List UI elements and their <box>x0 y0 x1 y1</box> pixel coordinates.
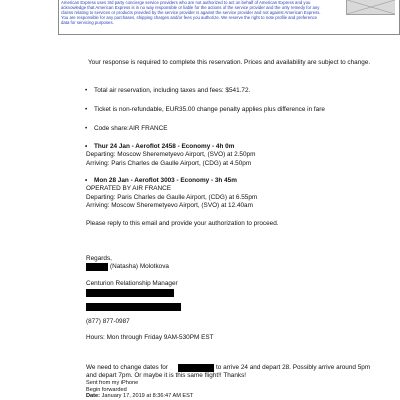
flight1-depart: Departing: Moscow Sheremetyevo Airport, (SVO) at 2.50pm <box>86 151 256 158</box>
flight2-header: • Mon 28 Jan - Aeroflot 3003 - Economy - 3h 45m <box>94 177 237 185</box>
intro-text: Your response is required to complete this reservation. Prices and availability are subject to change. <box>88 59 371 66</box>
bullet-ticket: • Ticket is non-refundable, EUR35.00 change penalty applies plus difference in fare <box>94 106 325 114</box>
flight1-header: • Thur 24 Jan - Aeroflot 2458 - Economy - 4h 0m <box>94 143 234 151</box>
agent-phone: (877) 877-0987 <box>86 318 130 325</box>
flight2-operated: OPERATED BY AIR FRANCE <box>86 185 171 192</box>
message-part2: to arrive 24 and depart 28. Possibly arrive around 5pm <box>216 364 371 371</box>
image-placeholder-icon <box>347 0 395 14</box>
regards: Regards, <box>86 255 112 262</box>
agent-name: (Natasha) Molotkova <box>110 263 169 270</box>
date-label: Date: <box>86 393 100 399</box>
redacted-first-name <box>86 263 108 271</box>
bullet-codeshare: • Code share:AIR FRANCE <box>94 125 168 133</box>
date-value: January 17, 2019 at 8:36:47 AM EST <box>101 393 194 399</box>
begin-forwarded: Begin forwarded <box>86 387 127 393</box>
flight1-arrive: Arriving: Paris Charles de Gaulle Airport, (CDG) at 4.50pm <box>86 160 252 167</box>
agent-hours: Hours: Mon through Friday 9AM-530PM EST <box>86 334 214 341</box>
redacted-line-1 <box>86 289 174 297</box>
agent-role: Centurion Relationship Manager <box>86 280 178 287</box>
disclaimer-box <box>58 0 400 35</box>
message-part1: We need to change dates for <box>86 364 168 371</box>
flight2-arrive: Arriving: Moscow Sheremetyevo Airport, (SVO) at 12.40am <box>86 202 253 209</box>
redacted-names <box>178 364 214 372</box>
redacted-line-2 <box>86 303 181 311</box>
disclaimer-text: American Express uses 3rd party concierge service providers who are not authorized to act on behalf of American Express and you acknowledge that American Express is in no way responsible or liable for the actions of the service provider and the only remedy for any claims relating to services or products provided by the service provider is against the service provider and not against American Express. You are responsible for any purchases, shipping charges and/or fees you authorize. We reserve the right to note profile and preference data for servicing purposes. <box>61 0 321 25</box>
forwarded-date <box>86 393 193 399</box>
bullet-total: • Total air reservation, including taxes and fees: $541.72. <box>94 87 250 95</box>
reply-request: Please reply to this email and provide your authorization to proceed. <box>86 220 279 227</box>
image-placeholder <box>346 0 395 15</box>
sent-from: Sent from my iPhone <box>86 380 139 386</box>
flight2-depart: Departing: Paris Charles de Gaulle Airport, (CDG) at 6.55pm <box>86 194 258 201</box>
message-line2: and depart 7pm. Or maybe it is this same flight!! Thanks! <box>86 372 247 379</box>
